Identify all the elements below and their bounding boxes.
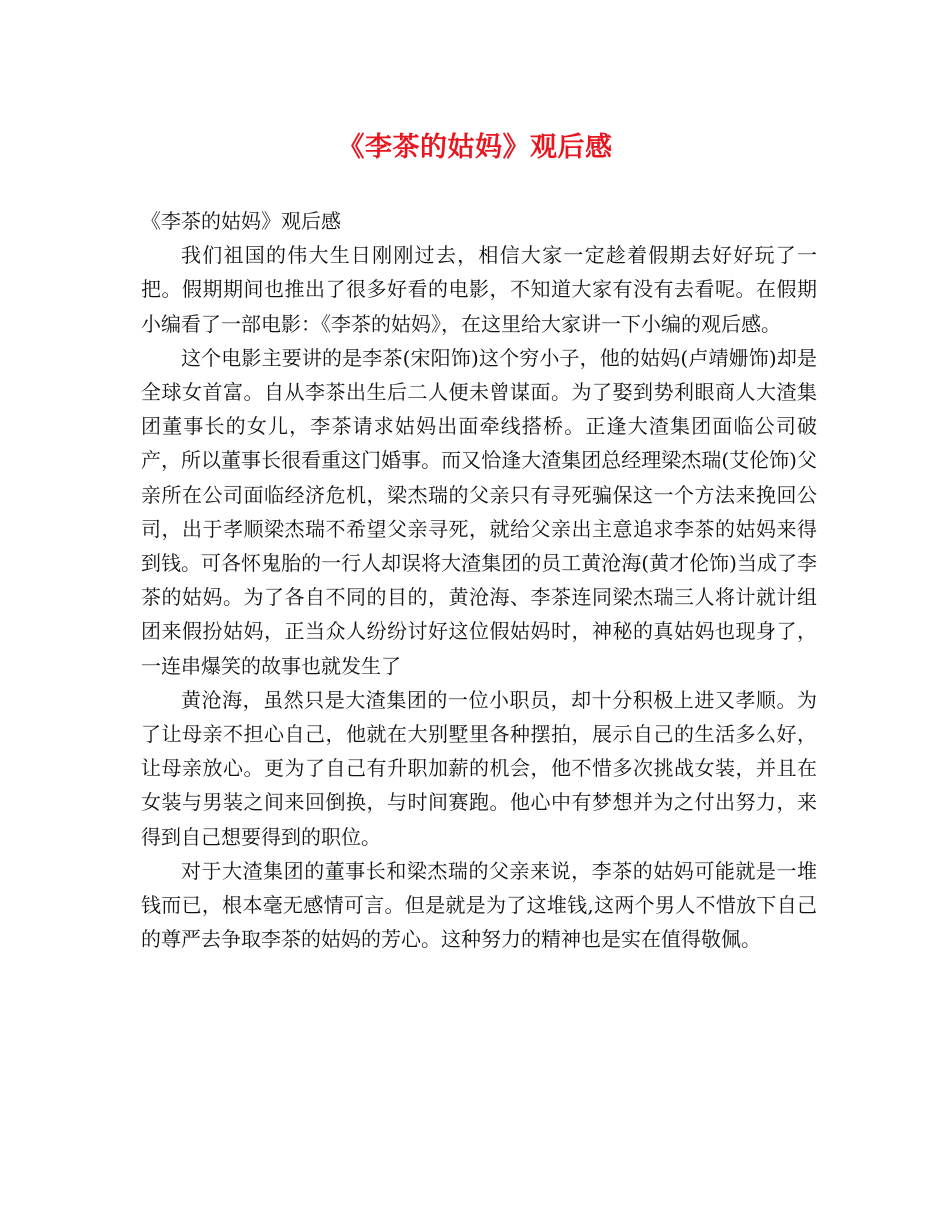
paragraph-3: 黄沧海，虽然只是大渣集团的一位小职员，却十分积极上进又孝顺。为了让母亲不担心自己，他就在大别墅里各种摆拍，展示自己的生活多么好，让母亲放心。更为了自己有升职加薪的机会，他不惜多次挑战女装，并且在女装与男装之间来回倒换，与时间赛跑。他心中有梦想并为之付出努力，来得到自己想要得到的职位。: [141, 687, 817, 849]
paragraph-1: 我们祖国的伟大生日刚刚过去，相信大家一定趁着假期去好好玩了一把。假期期间也推出了很多好看的电影，不知道大家有没有去看呢。在假期小编看了一部电影：《李茶的姑妈》，在这里给大家讲一下小编的观后感。: [141, 243, 817, 336]
paragraph-4: 对于大渣集团的董事长和梁杰瑞的父亲来说，李茶的姑妈可能就是一堆钱而已，根本毫无感情可言。但是就是为了这堆钱,这两个男人不惜放下自己的尊严去争取李茶的姑妈的芳心。这种努力的精神也是实在值得敬佩。: [141, 858, 817, 952]
document-title: 《李茶的姑妈》观后感: [337, 132, 613, 163]
document-body: [141, 204, 817, 956]
document-subtitle: 《李茶的姑妈》观后感: [141, 209, 341, 233]
paragraph-2: 这个电影主要讲的是李茶(宋阳饰)这个穷小子，他的姑妈(卢靖姗饰)却是全球女首富。自从李茶出生后二人便未曾谋面。为了娶到势利眼商人大渣集团董事长的女儿，李茶请求姑妈出面牵线搭桥。正逢大渣集团面临公司破产，所以董事长很看重这门婚事。而又恰逢大渣集团总经理梁杰瑞(艾伦饰)父亲所在公司面临经济危机，梁杰瑞的父亲只有寻死骗保这一个方法来挽回公司，出于孝顺梁杰瑞不希望父亲寻死，就给父亲出主意追求李茶的姑妈来得到钱。可各怀鬼胎的一行人却误将大渣集团的员工黄沧海(黄才伦饰)当成了李茶的姑妈。为了各自不同的目的，黄沧海、李茶连同梁杰瑞三人将计就计组团来假扮姑妈，正当众人纷纷讨好这位假姑妈时，神秘的真姑妈也现身了，一连串爆笑的故事也就发生了: [141, 345, 817, 678]
